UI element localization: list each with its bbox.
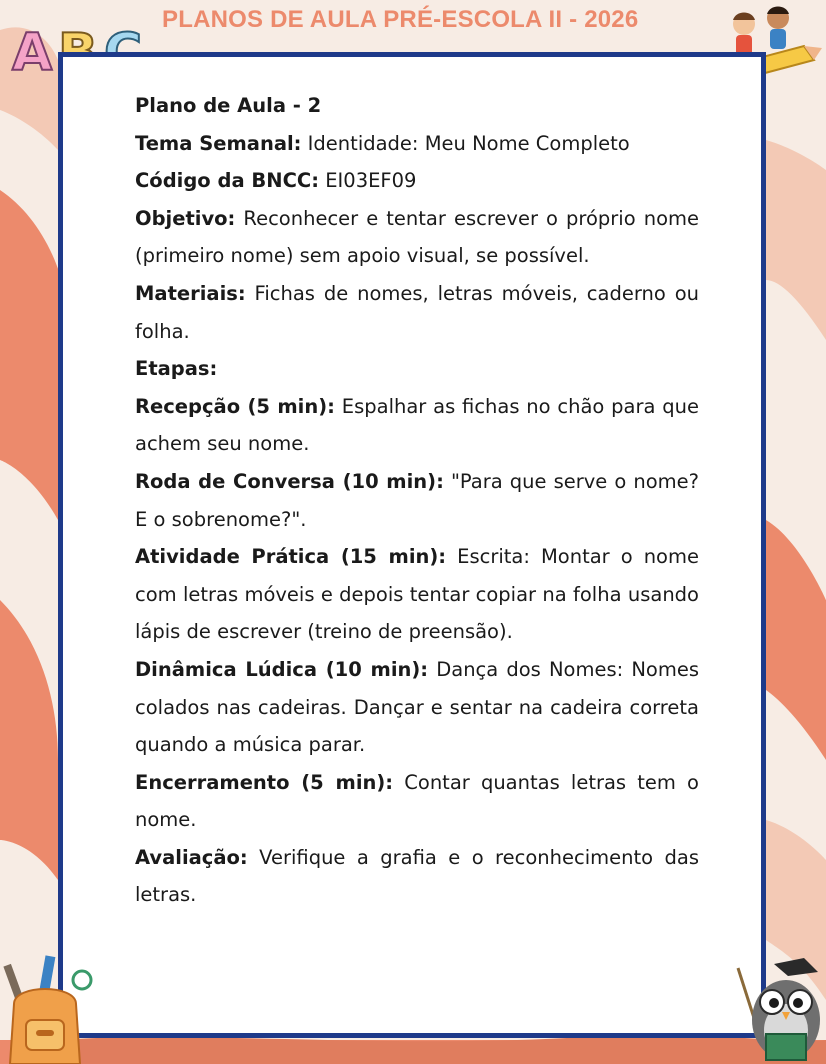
lesson-plan-text bbox=[135, 87, 699, 914]
logo-letter-a: A bbox=[12, 23, 53, 80]
codigo-bncc bbox=[135, 162, 699, 200]
etapas-heading: Etapas: bbox=[135, 357, 218, 381]
dinamica-value: Dança dos Nomes: Nomes colados nas cadeiras. Dançar e sentar na cadeira correta quando a música parar. bbox=[135, 657, 699, 757]
recepcao-value: Espalhar as fichas no chão para que achem seu nome. bbox=[135, 394, 699, 456]
avaliacao-label: Avaliação: bbox=[135, 845, 248, 869]
lesson-plan-card bbox=[58, 52, 766, 1038]
page-header-title: PLANOS DE AULA PRÉ-ESCOLA II - 2026 bbox=[162, 6, 639, 33]
etapa-atividade-pratica bbox=[135, 538, 699, 651]
materiais-value: Fichas de nomes, letras móveis, caderno ou folha. bbox=[135, 281, 699, 343]
dinamica-label: Dinâmica Lúdica (10 min): bbox=[135, 657, 429, 681]
materiais bbox=[135, 275, 699, 350]
atividade-label: Atividade Prática (15 min): bbox=[135, 545, 447, 569]
backpack-illustration bbox=[0, 954, 100, 1064]
codigo-label: Código da BNCC: bbox=[135, 169, 320, 193]
objetivo-value: Reconhecer e tentar escrever o próprio nome (primeiro nome) sem apoio visual, se possível. bbox=[135, 206, 699, 268]
materiais-label: Materiais: bbox=[135, 281, 246, 305]
objetivo bbox=[135, 200, 699, 275]
owl-teacher-illustration bbox=[734, 958, 826, 1064]
roda-value: "Para que serve o nome? E o sobrenome?". bbox=[135, 469, 699, 531]
avaliacao bbox=[135, 839, 699, 914]
objetivo-label: Objetivo: bbox=[135, 206, 236, 230]
etapa-recepcao bbox=[135, 388, 699, 463]
avaliacao-value: Verifique a grafia e o reconhecimento das letras. bbox=[135, 845, 699, 907]
tema-value: Identidade: Meu Nome Completo bbox=[301, 131, 630, 155]
tema-label: Tema Semanal: bbox=[135, 131, 302, 155]
tema-semanal bbox=[135, 125, 699, 163]
etapa-roda-de-conversa bbox=[135, 463, 699, 538]
codigo-value: EI03EF09 bbox=[319, 169, 417, 193]
encerramento-value: Contar quantas letras tem o nome. bbox=[135, 770, 699, 832]
plan-heading: Plano de Aula - 2 bbox=[135, 94, 322, 117]
atividade-value: Escrita: Montar o nome com letras móveis e depois tentar copiar na folha usando lápis de escrever (treino de preensão). bbox=[135, 545, 699, 644]
etapa-encerramento bbox=[135, 764, 699, 839]
recepcao-label: Recepção (5 min): bbox=[135, 394, 335, 418]
roda-label: Roda de Conversa (10 min): bbox=[135, 469, 444, 493]
etapa-dinamica-ludica bbox=[135, 651, 699, 764]
encerramento-label: Encerramento (5 min): bbox=[135, 770, 394, 794]
